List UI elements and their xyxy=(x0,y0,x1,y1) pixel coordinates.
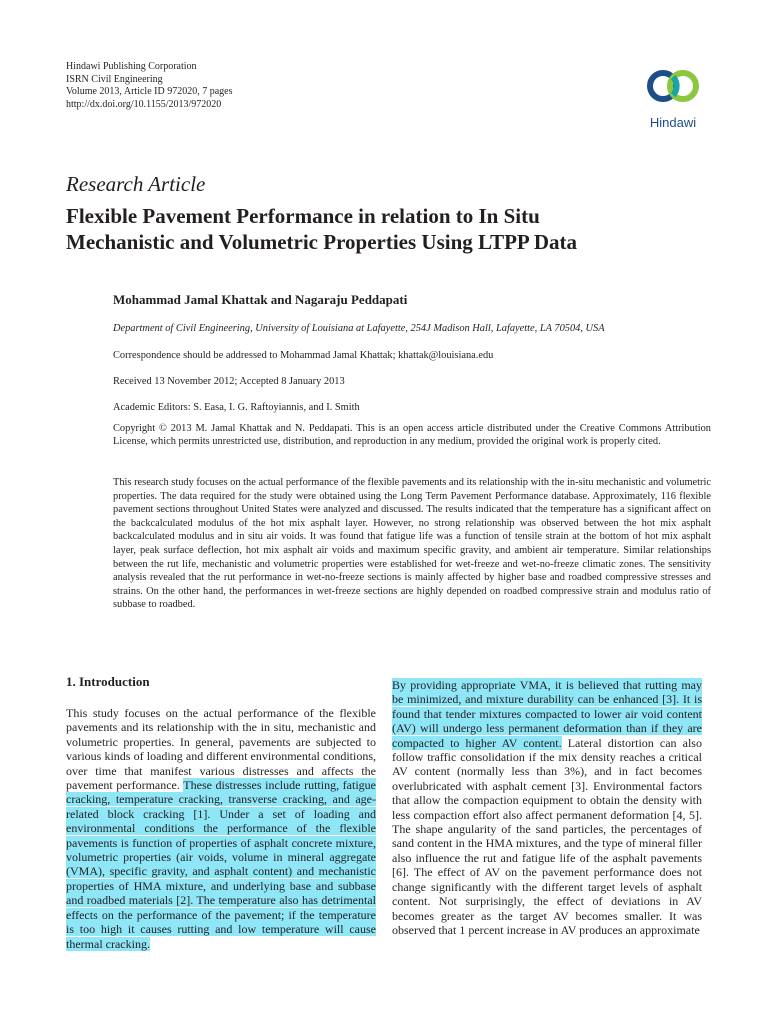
academic-editors: Academic Editors: S. Easa, I. G. Raftoyiannis, and I. Smith xyxy=(113,402,360,413)
copyright-notice: Copyright © 2013 M. Jamal Khattak and N. Peddapati. This is an open access article distributed under the Creative Commons Attribution License, which permits unrestricted use, distribution, and reproduction in any medium, provided the original work is properly cited. xyxy=(113,423,711,448)
title-line: Flexible Pavement Performance in relation to In Situ xyxy=(66,204,540,228)
authors: Mohammad Jamal Khattak and Nagaraju Peddapati xyxy=(113,292,408,307)
volume-info: Volume 2013, Article ID 972020, 7 pages xyxy=(66,86,233,98)
logo-wordmark: Hindawi xyxy=(649,115,697,130)
paragraph-text: This study focuses on the actual performance of the flexible pavements and its relationship with the in situ, mechanistic and volumetric properties. In general, pavements are subjected to various kinds of loading and different environmental conditions, over time that manifest various distresses and affects the pavement performance. xyxy=(66,706,376,793)
abstract: This research study focuses on the actual performance of the flexible pavements and its relationship with the in-situ mechanistic and volumetric properties. The data required for the study were obtained using the Long Term Pavement Performance database. Approximately, 116 flexible pavement sections throughout United States were analyzed and discussed. The results indicated that the temperature has a significant affect on the backcalculated modulus of the hot mix asphalt layer. However, no strong relationship was observed between the hot mix asphalt backcalculated modulus and in situ air voids. It was found that fatigue life was a function of tensile strain at the bottom of hot mix asphalt layer, peak surface deflection, hot mix asphalt air voids and maximum specific gravity, and ambient air temperature. Similar relationships between the rut life, mechanistic and volumetric properties were established for wet-freeze and wet-no-freeze climatic zones. The sensitivity analysis revealed that the rut performance in wet-no-freeze sections is mainly affected by higher base and roadbed compressive stresses and strains. On the other hand, the performances in wet-freeze sections are highly depended on roadbed compressive strain and modulus ratio of subbase to roadbed. xyxy=(113,477,711,611)
article-type: Research Article xyxy=(66,172,206,196)
publisher: Hindawi Publishing Corporation xyxy=(66,61,197,72)
title-line: Mechanistic and Volumetric Properties Using LTPP Data xyxy=(66,230,577,254)
received-dates: Received 13 November 2012; Accepted 8 January 2013 xyxy=(113,376,345,387)
journal-name: ISRN Civil Engineering xyxy=(66,73,163,85)
doi-link[interactable]: http://dx.doi.org/10.1155/2013/972020 xyxy=(66,98,222,110)
highlighted-text[interactable]: These distresses include rutting, fatigue cracking, temperature cracking, transverse cracking, and age-related block cracking [1]. Under a set of loading and environmental conditions the performance of the flexible pavements is function of properties of asphalt concrete mixture, volumetric properties (air voids, volume in mineral aggregate (VMA), specific gravity, and asphalt content) and mechanistic properties of HMA mixture, and underlying base and subbase and roadbed materials [2]. The temperature also has detrimental effects on the performance of the pavement; if the temperature is too high it causes rutting and low temperature will cause thermal cracking. xyxy=(66,778,376,951)
paragraph-text: Lateral distortion can also follow traffic consolidation if the mix density reaches a critical AV content (normally less than 3%), and in fact becomes overlubricated with asphalt cement [3]. Environmental factors that allow the compaction equipment to obtain the density with less compaction effort also affect permanent deformation [4, 5]. The shape angularity of the sand particles, the percentages of sand content in the HMA mixtures, and the type of mineral filler also influence the rut and fatigue life of the asphalt pavements [6]. The effect of AV on the pavement performance does not change significantly with the different target levels of asphalt content. Not surprisingly, the effect of deviations in AV becomes greater as the target AV becomes smaller. It was observed that 1 percent increase in AV produces an approximate xyxy=(392,735,702,937)
correspondence: Correspondence should be addressed to Mohammad Jamal Khattak; khattak@louisiana.edu xyxy=(113,350,494,361)
publication-info xyxy=(66,61,232,111)
affiliation: Department of Civil Engineering, University of Louisiana at Lafayette, 254J Madison Hall, Lafayette, LA 70504, USA xyxy=(113,323,605,334)
right-column-text xyxy=(392,678,702,937)
highlighted-text[interactable]: By providing appropriate VMA, it is believed that rutting may be minimized, and mixture durability can be enhanced [3]. It is found that tender mixtures compacted to lower air void content (AV) will undergo less permanent deformation than if they are compacted to higher AV content. xyxy=(392,678,702,750)
article-title xyxy=(66,203,706,255)
left-column-text xyxy=(66,706,376,951)
section-heading: 1. Introduction xyxy=(66,674,150,689)
